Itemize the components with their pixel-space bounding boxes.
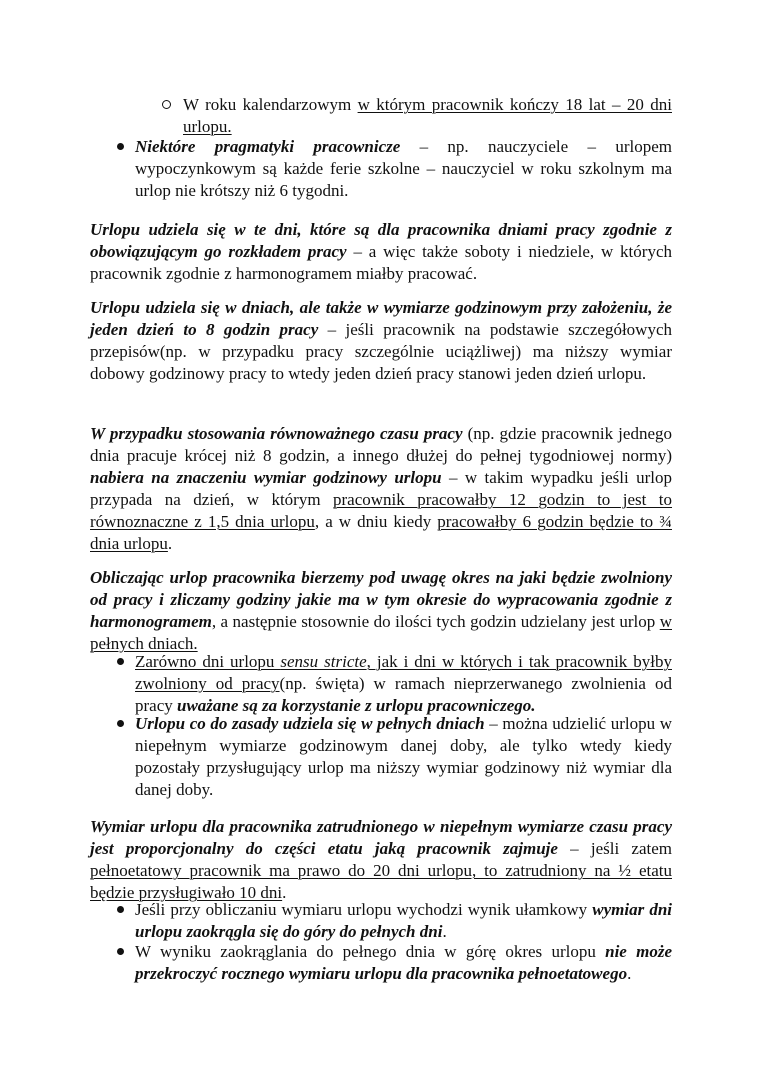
paragraph: Urlopu udziela się w te dni, które są dla pracownika dniami pracy zgodnie z obowiązującym go rozkładem pracy – a więc także soboty i niedziele, w których pracownik zgodnie z harmonogramem miałby pracować. bbox=[90, 220, 672, 283]
list-item: Niektóre pragmatyki pracownicze – np. nauczyciele – urlopem wypoczynkowym są każde ferie szkolne – nauczyciel w roku szkolnym ma urlop nie krótszy niż 6 tygodni. bbox=[135, 136, 672, 202]
paragraph: Wymiar urlopu dla pracownika zatrudnionego w niepełnym wymiarze czasu pracy jest proporcjonalny do części etatu jaką pracownik zajmuje – jeśli zatem pełnoetatowy pracownik ma prawo do 20 dni urlopu, to zatrudniony na ½ etatu będzie przysługiwało 10 dni. bbox=[90, 817, 672, 902]
bullet-icon bbox=[113, 899, 127, 921]
list-item: Jeśli przy obliczaniu wymiaru urlopu wychodzi wynik ułamkowy wymiar dni urlopu zaokrągla się do góry do pełnych dni. bbox=[135, 899, 672, 943]
sub-list-item: W roku kalendarzowym w którym pracownik kończy 18 lat – 20 dni urlopu. bbox=[183, 94, 672, 138]
bullet-icon bbox=[113, 136, 127, 158]
list-item: Zarówno dni urlopu sensu stricte, jak i dni w których i tak pracownik byłby zwolniony od pracy(np. święta) w ramach nieprzerwanego zwolnienia od pracy uważane są za korzystanie z urlopu pracowniczego. bbox=[135, 651, 672, 717]
paragraph: Obliczając urlop pracownika bierzemy pod uwagę okres na jaki będzie zwolniony od pracy i zliczamy godziny jakie ma w tym okresie do wypracowania zgodnie z harmonogramem, a następnie stosownie do ilości tych godzin udzielany jest urlop w pełnych dniach. bbox=[90, 568, 672, 653]
paragraph: W przypadku stosowania równoważnego czasu pracy (np. gdzie pracownik jednego dnia pracuje krócej niż 8 godzin, a innego dłużej do pełnej tygodniowej normy) nabiera na znaczeniu wymiar godzinowy urlopu – w takim wypadku jeśli urlop przypada na dzień, w którym pracownik pracowałby 12 godzin to jest to równoznaczne z 1,5 dnia urlopu, a w dniu kiedy pracowałby 6 godzin będzie to ¾ dnia urlopu. bbox=[90, 424, 673, 553]
bullet-icon bbox=[113, 651, 127, 673]
bullet-icon bbox=[113, 941, 127, 963]
paragraph: Urlopu udziela się w dniach, ale także w wymiarze godzinowym przy założeniu, że jeden dzień to 8 godzin pracy – jeśli pracownik na podstawie szczegółowych przepisów(np. w przypadku pracy szczególnie uciążliwej) ma niższy wymiar dobowy godzinowy pracy to wtedy jeden dzień pracy stanowi jeden dzień urlopu. bbox=[90, 298, 672, 383]
bullet-icon bbox=[113, 713, 127, 735]
list-item: Urlopu co do zasady udziela się w pełnych dniach – można udzielić urlopu w niepełnym wymiarze godzinowym danej doby, ale tylko wtedy kiedy pozostały przysługujący urlop ma niższy wymiar godzinowy niż wymiar dla danej doby. bbox=[135, 713, 672, 801]
list-item: W wyniku zaokrąglania do pełnego dnia w górę okres urlopu nie może przekroczyć rocznego wymiaru urlopu dla pracownika pełnoetatowego. bbox=[135, 941, 672, 985]
circle-bullet-icon bbox=[159, 94, 173, 116]
